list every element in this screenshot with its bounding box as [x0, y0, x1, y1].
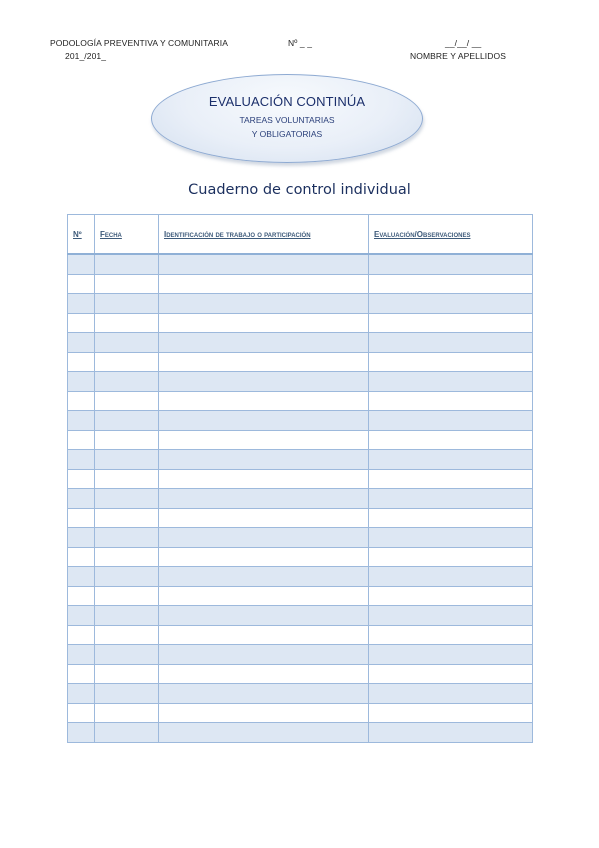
column-header-evaluation: Evaluación/Observaciones: [369, 215, 533, 255]
number-cell[interactable]: [68, 274, 95, 294]
table-header-row: [68, 215, 533, 255]
work-identification-cell[interactable]: [159, 547, 369, 567]
table-row: [68, 508, 533, 528]
table-row: [68, 372, 533, 392]
course-title: PODOLOGÍA PREVENTIVA Y COMUNITARIA: [50, 38, 229, 48]
number-cell[interactable]: [68, 664, 95, 684]
date-cell[interactable]: [95, 489, 159, 509]
table-row: [68, 703, 533, 723]
evaluation-cell[interactable]: [369, 723, 533, 743]
number-cell[interactable]: [68, 430, 95, 450]
date-cell[interactable]: [95, 469, 159, 489]
number-cell[interactable]: [68, 684, 95, 704]
document-subtitle: Cuaderno de control individual: [188, 182, 411, 198]
table-row: [68, 254, 533, 274]
number-cell[interactable]: [68, 528, 95, 548]
table-row: [68, 430, 533, 450]
date-cell[interactable]: [95, 391, 159, 411]
work-identification-cell[interactable]: [159, 723, 369, 743]
table-row: [68, 333, 533, 353]
table-row: [68, 294, 533, 314]
number-cell[interactable]: [68, 469, 95, 489]
date-cell[interactable]: [95, 313, 159, 333]
table-row: [68, 391, 533, 411]
table-row: [68, 528, 533, 548]
work-identification-cell[interactable]: [159, 508, 369, 528]
work-identification-cell[interactable]: [159, 430, 369, 450]
evaluation-cell[interactable]: [369, 547, 533, 567]
evaluation-cell[interactable]: [369, 391, 533, 411]
evaluation-cell[interactable]: [369, 450, 533, 470]
date-cell[interactable]: [95, 274, 159, 294]
work-identification-cell[interactable]: [159, 274, 369, 294]
work-identification-cell[interactable]: [159, 469, 369, 489]
evaluation-cell[interactable]: [369, 372, 533, 392]
evaluation-banner: [151, 74, 423, 163]
number-cell[interactable]: [68, 547, 95, 567]
evaluation-cell[interactable]: [369, 664, 533, 684]
work-identification-cell[interactable]: [159, 313, 369, 333]
evaluation-cell[interactable]: [369, 333, 533, 353]
evaluation-cell[interactable]: [369, 567, 533, 587]
date-cell[interactable]: [95, 450, 159, 470]
work-identification-cell[interactable]: [159, 391, 369, 411]
number-cell[interactable]: [68, 625, 95, 645]
evaluation-cell[interactable]: [369, 254, 533, 274]
work-identification-cell[interactable]: [159, 567, 369, 587]
table-body: [68, 254, 533, 742]
table-row: [68, 567, 533, 587]
column-header-work-identification: Identificación de trabajo o participación: [159, 215, 369, 255]
number-cell[interactable]: [68, 372, 95, 392]
evaluation-cell[interactable]: [369, 469, 533, 489]
table-row: [68, 684, 533, 704]
number-cell[interactable]: [68, 703, 95, 723]
number-cell[interactable]: [68, 508, 95, 528]
table-row: [68, 489, 533, 509]
date-cell[interactable]: [95, 645, 159, 665]
date-cell[interactable]: [95, 547, 159, 567]
evaluation-cell[interactable]: [369, 294, 533, 314]
work-identification-cell[interactable]: [159, 528, 369, 548]
table-row: [68, 547, 533, 567]
column-header-date: Fecha: [95, 215, 159, 255]
date-cell[interactable]: [95, 664, 159, 684]
work-identification-cell[interactable]: [159, 664, 369, 684]
evaluation-cell[interactable]: [369, 411, 533, 431]
date-cell[interactable]: [95, 684, 159, 704]
number-cell[interactable]: [68, 723, 95, 743]
work-identification-cell[interactable]: [159, 372, 369, 392]
date-cell[interactable]: [95, 352, 159, 372]
table-row: [68, 606, 533, 626]
date-cell[interactable]: [95, 430, 159, 450]
date-cell[interactable]: [95, 606, 159, 626]
work-identification-cell[interactable]: [159, 352, 369, 372]
banner-title: EVALUACIÓN CONTINÚA: [208, 94, 366, 109]
number-cell[interactable]: [68, 586, 95, 606]
column-header-number: Nº: [68, 215, 95, 255]
table-row: [68, 723, 533, 743]
course-year: 201_/201_: [65, 51, 107, 61]
table-row: [68, 645, 533, 665]
work-identification-cell[interactable]: [159, 333, 369, 353]
table-row: [68, 469, 533, 489]
work-identification-cell[interactable]: [159, 703, 369, 723]
evaluation-cell[interactable]: [369, 352, 533, 372]
number-cell[interactable]: [68, 489, 95, 509]
work-identification-cell[interactable]: [159, 645, 369, 665]
work-identification-cell[interactable]: [159, 684, 369, 704]
number-cell[interactable]: [68, 645, 95, 665]
number-cell[interactable]: [68, 254, 95, 274]
table-row: [68, 274, 533, 294]
number-cell[interactable]: [68, 313, 95, 333]
evaluation-cell[interactable]: [369, 586, 533, 606]
evaluation-cell[interactable]: [369, 313, 533, 333]
work-identification-cell[interactable]: [159, 489, 369, 509]
number-cell[interactable]: [68, 567, 95, 587]
work-identification-cell[interactable]: [159, 294, 369, 314]
table-row: [68, 313, 533, 333]
date-cell[interactable]: [95, 254, 159, 274]
evaluation-cell[interactable]: [369, 508, 533, 528]
work-identification-cell[interactable]: [159, 625, 369, 645]
number-cell[interactable]: [68, 411, 95, 431]
date-cell[interactable]: [95, 372, 159, 392]
date-cell[interactable]: [95, 703, 159, 723]
work-identification-cell[interactable]: [159, 606, 369, 626]
student-number-field: Nº _ _: [288, 38, 313, 48]
table-row: [68, 411, 533, 431]
number-cell[interactable]: [68, 352, 95, 372]
number-cell[interactable]: [68, 294, 95, 314]
date-cell[interactable]: [95, 567, 159, 587]
work-identification-cell[interactable]: [159, 450, 369, 470]
work-identification-cell[interactable]: [159, 254, 369, 274]
evaluation-cell[interactable]: [369, 703, 533, 723]
table-row: [68, 450, 533, 470]
number-cell[interactable]: [68, 606, 95, 626]
evaluation-cell[interactable]: [369, 528, 533, 548]
number-cell[interactable]: [68, 391, 95, 411]
date-cell[interactable]: [95, 528, 159, 548]
date-cell[interactable]: [95, 625, 159, 645]
table-row: [68, 352, 533, 372]
banner-line-2: Y OBLIGATORIAS: [251, 129, 323, 139]
control-log-table: [67, 214, 533, 743]
evaluation-cell[interactable]: [369, 684, 533, 704]
banner-line-1: TAREAS VOLUNTARIAS: [239, 115, 335, 125]
evaluation-cell[interactable]: [369, 625, 533, 645]
evaluation-cell[interactable]: [369, 489, 533, 509]
work-identification-cell[interactable]: [159, 411, 369, 431]
evaluation-cell[interactable]: [369, 645, 533, 665]
evaluation-cell[interactable]: [369, 274, 533, 294]
table-row: [68, 586, 533, 606]
table-row: [68, 625, 533, 645]
work-identification-cell[interactable]: [159, 586, 369, 606]
date-cell[interactable]: [95, 333, 159, 353]
date-cell[interactable]: [95, 508, 159, 528]
name-label: NOMBRE Y APELLIDOS: [410, 51, 506, 61]
date-cell[interactable]: [95, 723, 159, 743]
table-row: [68, 664, 533, 684]
date-cell[interactable]: [95, 411, 159, 431]
date-cell[interactable]: [95, 294, 159, 314]
number-cell[interactable]: [68, 333, 95, 353]
evaluation-cell[interactable]: [369, 606, 533, 626]
date-cell[interactable]: [95, 586, 159, 606]
date-field: __/__/ __: [445, 38, 482, 48]
evaluation-cell[interactable]: [369, 430, 533, 450]
number-cell[interactable]: [68, 450, 95, 470]
